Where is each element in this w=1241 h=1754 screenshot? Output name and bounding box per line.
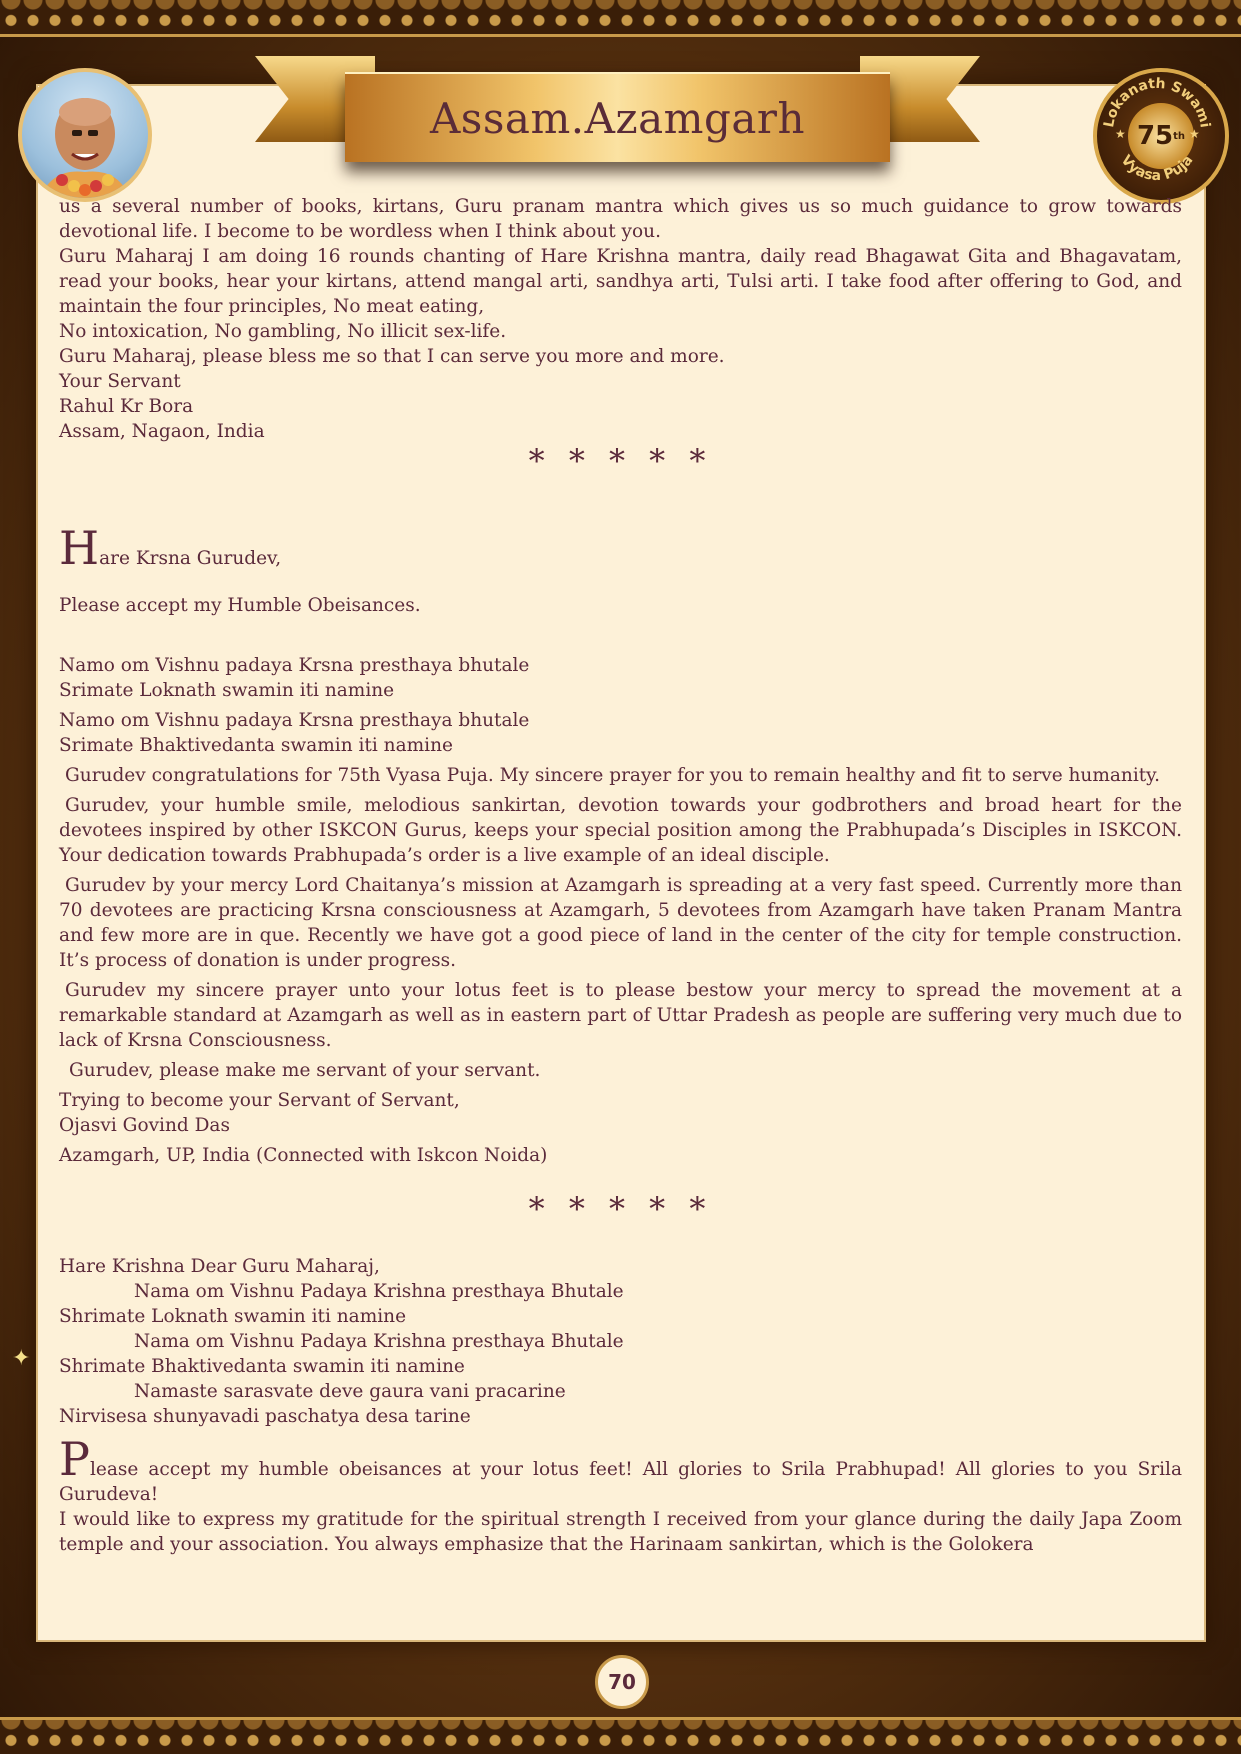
letter3-mantra: Shrimate Bhaktivedanta swamin iti namine xyxy=(59,1356,465,1377)
separator-stars: * * * * * xyxy=(528,442,713,480)
letter2-mantra: Namo om Vishnu padaya Krsna presthaya bhutale xyxy=(59,655,530,676)
letter1-paragraph: Guru Maharaj I am doing 16 rounds chanting of Hare Krishna mantra, daily read Bhagawat Gita and Bhagavatam, read your books, hear your kirtans, attend mangal arti, sandhya arti, Tulsi arti. I take food after offering to God, and maintain the four principles, No meat eating, xyxy=(59,246,1182,317)
vyasa-puja-75-seal xyxy=(1093,68,1229,204)
letter3-paragraph xyxy=(59,1432,1182,1507)
svg-text:Lokanath Swami xyxy=(1101,76,1213,129)
letter3-mantra: Nama om Vishnu Padaya Krishna presthaya Bhutale xyxy=(134,1281,624,1302)
portrait-illustration xyxy=(22,72,148,198)
decorative-top-border xyxy=(0,0,1241,37)
letter2-paragraph: Gurudev by your mercy Lord Chaitanya’s mission at Azamgarh is spreading at a very fast speed. Currently more than 70 devotees are practicing Krsna consciousness at Azamgarh, 5 devotees from Azamgarh have taken Pranam Mantra and few more are in que. Recently we have got a good piece of land in the center of the city for temple construction. It’s process of donation is under progress. xyxy=(59,875,1182,971)
letter1-place: Assam, Nagaon, India xyxy=(59,421,265,442)
star-icon: ★ xyxy=(1189,127,1200,141)
title-banner xyxy=(255,50,980,180)
letter2-mantra: Namo om Vishnu padaya Krsna presthaya bhutale xyxy=(59,710,530,731)
letter2-mantra: Srimate Loknath swamin iti namine xyxy=(59,680,395,701)
letter3-mantra: Namaste sarasvate deve gaura vani pracarine xyxy=(134,1381,566,1402)
seal-bottom-text: Vyasa Puja xyxy=(1117,152,1197,185)
seal-number: 75 xyxy=(1136,121,1174,151)
guru-portrait-avatar xyxy=(18,68,152,202)
paragraph-text: lease accept my humble obeisances at your lotus feet! All glories to Srila Prabhupad! All glories to you Srila Gurudeva! xyxy=(59,1459,1182,1505)
letter2-obeisances: Please accept my Humble Obeisances. xyxy=(59,595,421,616)
letter3-mantra: Nirvisesa shunyavadi paschatya desa tarine xyxy=(59,1406,471,1427)
letter2-paragraph: Gurudev, please make me servant of your servant. xyxy=(69,1060,541,1081)
letter3-mantra: Nama om Vishnu Padaya Krishna presthaya Bhutale xyxy=(134,1331,624,1352)
letter2-mantra: Srimate Bhaktivedanta swamin iti namine xyxy=(59,735,453,756)
letter2-salutation xyxy=(59,521,1182,575)
letter1-closing: Your Servant xyxy=(59,371,181,392)
svg-text:Vyasa Puja xyxy=(1118,152,1197,184)
seal-ring-text xyxy=(1093,68,1221,196)
drop-cap: H xyxy=(59,521,100,575)
letters-body xyxy=(59,194,1182,1557)
sparkle-icon: ✦ xyxy=(12,1346,31,1371)
letter3-paragraph: I would like to express my gratitude for the spiritual strength I received from your glance during the daily Japa Zoom temple and your association. You always emphasize that the Harinaam sankirtan, which is the Golokera xyxy=(59,1509,1182,1555)
drop-cap: P xyxy=(59,1432,90,1486)
letter1-paragraph: us a several number of books, kirtans, Guru pranam mantra which gives us so much guidance to grow towards devotional life. I become to be wordless when I think about you. xyxy=(59,196,1182,242)
seal-suffix: th xyxy=(1173,130,1186,142)
separator-stars: * * * * * xyxy=(528,1190,713,1228)
letter3-mantra: Shrimate Loknath swamin iti namine xyxy=(59,1306,407,1327)
letter2-paragraph: Gurudev, your humble smile, melodious sankirtan, devotion towards your godbrothers and broad heart for the devotees inspired by other ISKCON Gurus, keeps your special position among the Prabhupada’s Disciples in ISKCON. Your dedication towards Prabhupada’s order is a live example of an ideal disciple. xyxy=(59,795,1182,866)
letter3-salutation: Hare Krishna Dear Guru Maharaj, xyxy=(59,1256,380,1277)
banner-ribbon xyxy=(345,72,890,162)
letter2-place: Azamgarh, UP, India (Connected with Iskcon Noida) xyxy=(59,1145,548,1166)
letter1-paragraph: No intoxication, No gambling, No illicit sex-life. xyxy=(59,321,507,342)
page-title: Assam.Azamgarh xyxy=(429,93,806,143)
letter1-signature: Rahul Kr Bora xyxy=(59,396,194,417)
letter2-closing: Trying to become your Servant of Servant, xyxy=(59,1090,460,1111)
star-icon: ★ xyxy=(1115,127,1126,141)
seal-top-text: Lokanath Swami xyxy=(1101,75,1213,129)
page-number: 70 xyxy=(595,1655,649,1709)
salutation-text: are Krsna Gurudev, xyxy=(99,548,282,569)
letter2-paragraph: Gurudev congratulations for 75th Vyasa Puja. My sincere prayer for you to remain healthy and fit to serve humanity. xyxy=(65,765,1161,786)
letter1-paragraph: Guru Maharaj, please bless me so that I can serve you more and more. xyxy=(59,346,725,367)
letter2-paragraph: Gurudev my sincere prayer unto your lotus feet is to please bestow your mercy to spread the movement at a remarkable standard at Azamgarh as well as in eastern part of Uttar Pradesh as people are suffering very much due to lack of Krsna Consciousness. xyxy=(59,980,1182,1051)
letter2-signature: Ojasvi Govind Das xyxy=(59,1115,230,1136)
decorative-bottom-border xyxy=(0,1717,1241,1754)
